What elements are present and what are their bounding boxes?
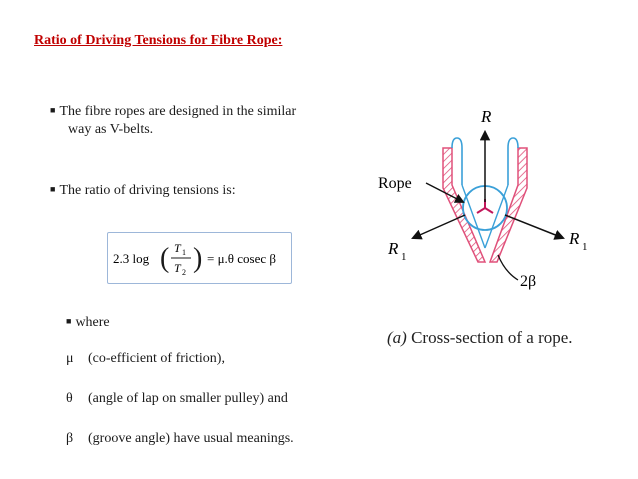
slide-title: Ratio of Driving Tensions for Fibre Rope: xyxy=(34,33,283,48)
formula-coefficient: 2.3 log xyxy=(113,251,150,266)
formula xyxy=(108,233,291,283)
left-paren: ( xyxy=(160,243,170,274)
force-arrow-R1-right xyxy=(505,215,563,238)
symbol: β xyxy=(66,431,74,446)
symbol-meaning: (co-efficient of friction), xyxy=(88,351,225,366)
bullet-square-icon: ■ xyxy=(66,316,72,326)
symbol-meaning: (groove angle) have usual meanings. xyxy=(88,431,294,446)
symbol-definition-beta xyxy=(66,431,294,447)
bullet-fibre-ropes xyxy=(50,101,350,139)
symbol-meaning: (angle of lap on smaller pulley) and xyxy=(88,391,288,406)
denominator-subscript: 2 xyxy=(182,268,186,277)
denominator: T xyxy=(174,261,181,275)
label-R1-left-subscript: 1 xyxy=(401,251,407,263)
label-R1-right: R xyxy=(569,229,580,248)
symbol-definition-mu xyxy=(66,351,225,367)
rope-cross-section-diagram xyxy=(370,100,630,360)
label-angle: 2β xyxy=(520,273,537,290)
formula-rhs: = μ.θ cosec β xyxy=(207,251,277,266)
bullet-text: The ratio of driving tensions is: xyxy=(59,183,236,198)
bullet-square-icon: ■ xyxy=(50,105,56,115)
bullet-ratio xyxy=(50,180,236,200)
label-R: R xyxy=(481,107,492,126)
bullet-text-continued: way as V-belts. xyxy=(68,122,154,137)
label-R1-right-subscript: 1 xyxy=(582,241,588,253)
right-paren: ) xyxy=(193,243,203,274)
angle-leader xyxy=(498,255,518,280)
force-arrow-R1-left xyxy=(413,215,465,238)
symbol: μ xyxy=(66,351,74,366)
formula-box xyxy=(107,232,292,284)
groove-fin-right xyxy=(508,138,518,185)
groove-fin-left xyxy=(452,138,462,185)
caption-prefix: (a) xyxy=(387,328,407,347)
caption-text: Cross-section of a rope. xyxy=(411,328,573,347)
bullet-square-icon: ■ xyxy=(50,184,56,194)
numerator-subscript: 1 xyxy=(182,248,186,257)
numerator: T xyxy=(174,241,181,255)
label-R1-left: R xyxy=(388,239,399,258)
symbol: θ xyxy=(66,391,73,406)
figure-caption xyxy=(387,328,573,348)
label-rope: Rope xyxy=(378,175,412,192)
bullet-text: The fibre ropes are designed in the similar xyxy=(59,104,297,119)
bullet-text: where xyxy=(75,315,110,330)
bullet-where xyxy=(66,312,110,332)
symbol-definition-theta xyxy=(66,391,288,407)
